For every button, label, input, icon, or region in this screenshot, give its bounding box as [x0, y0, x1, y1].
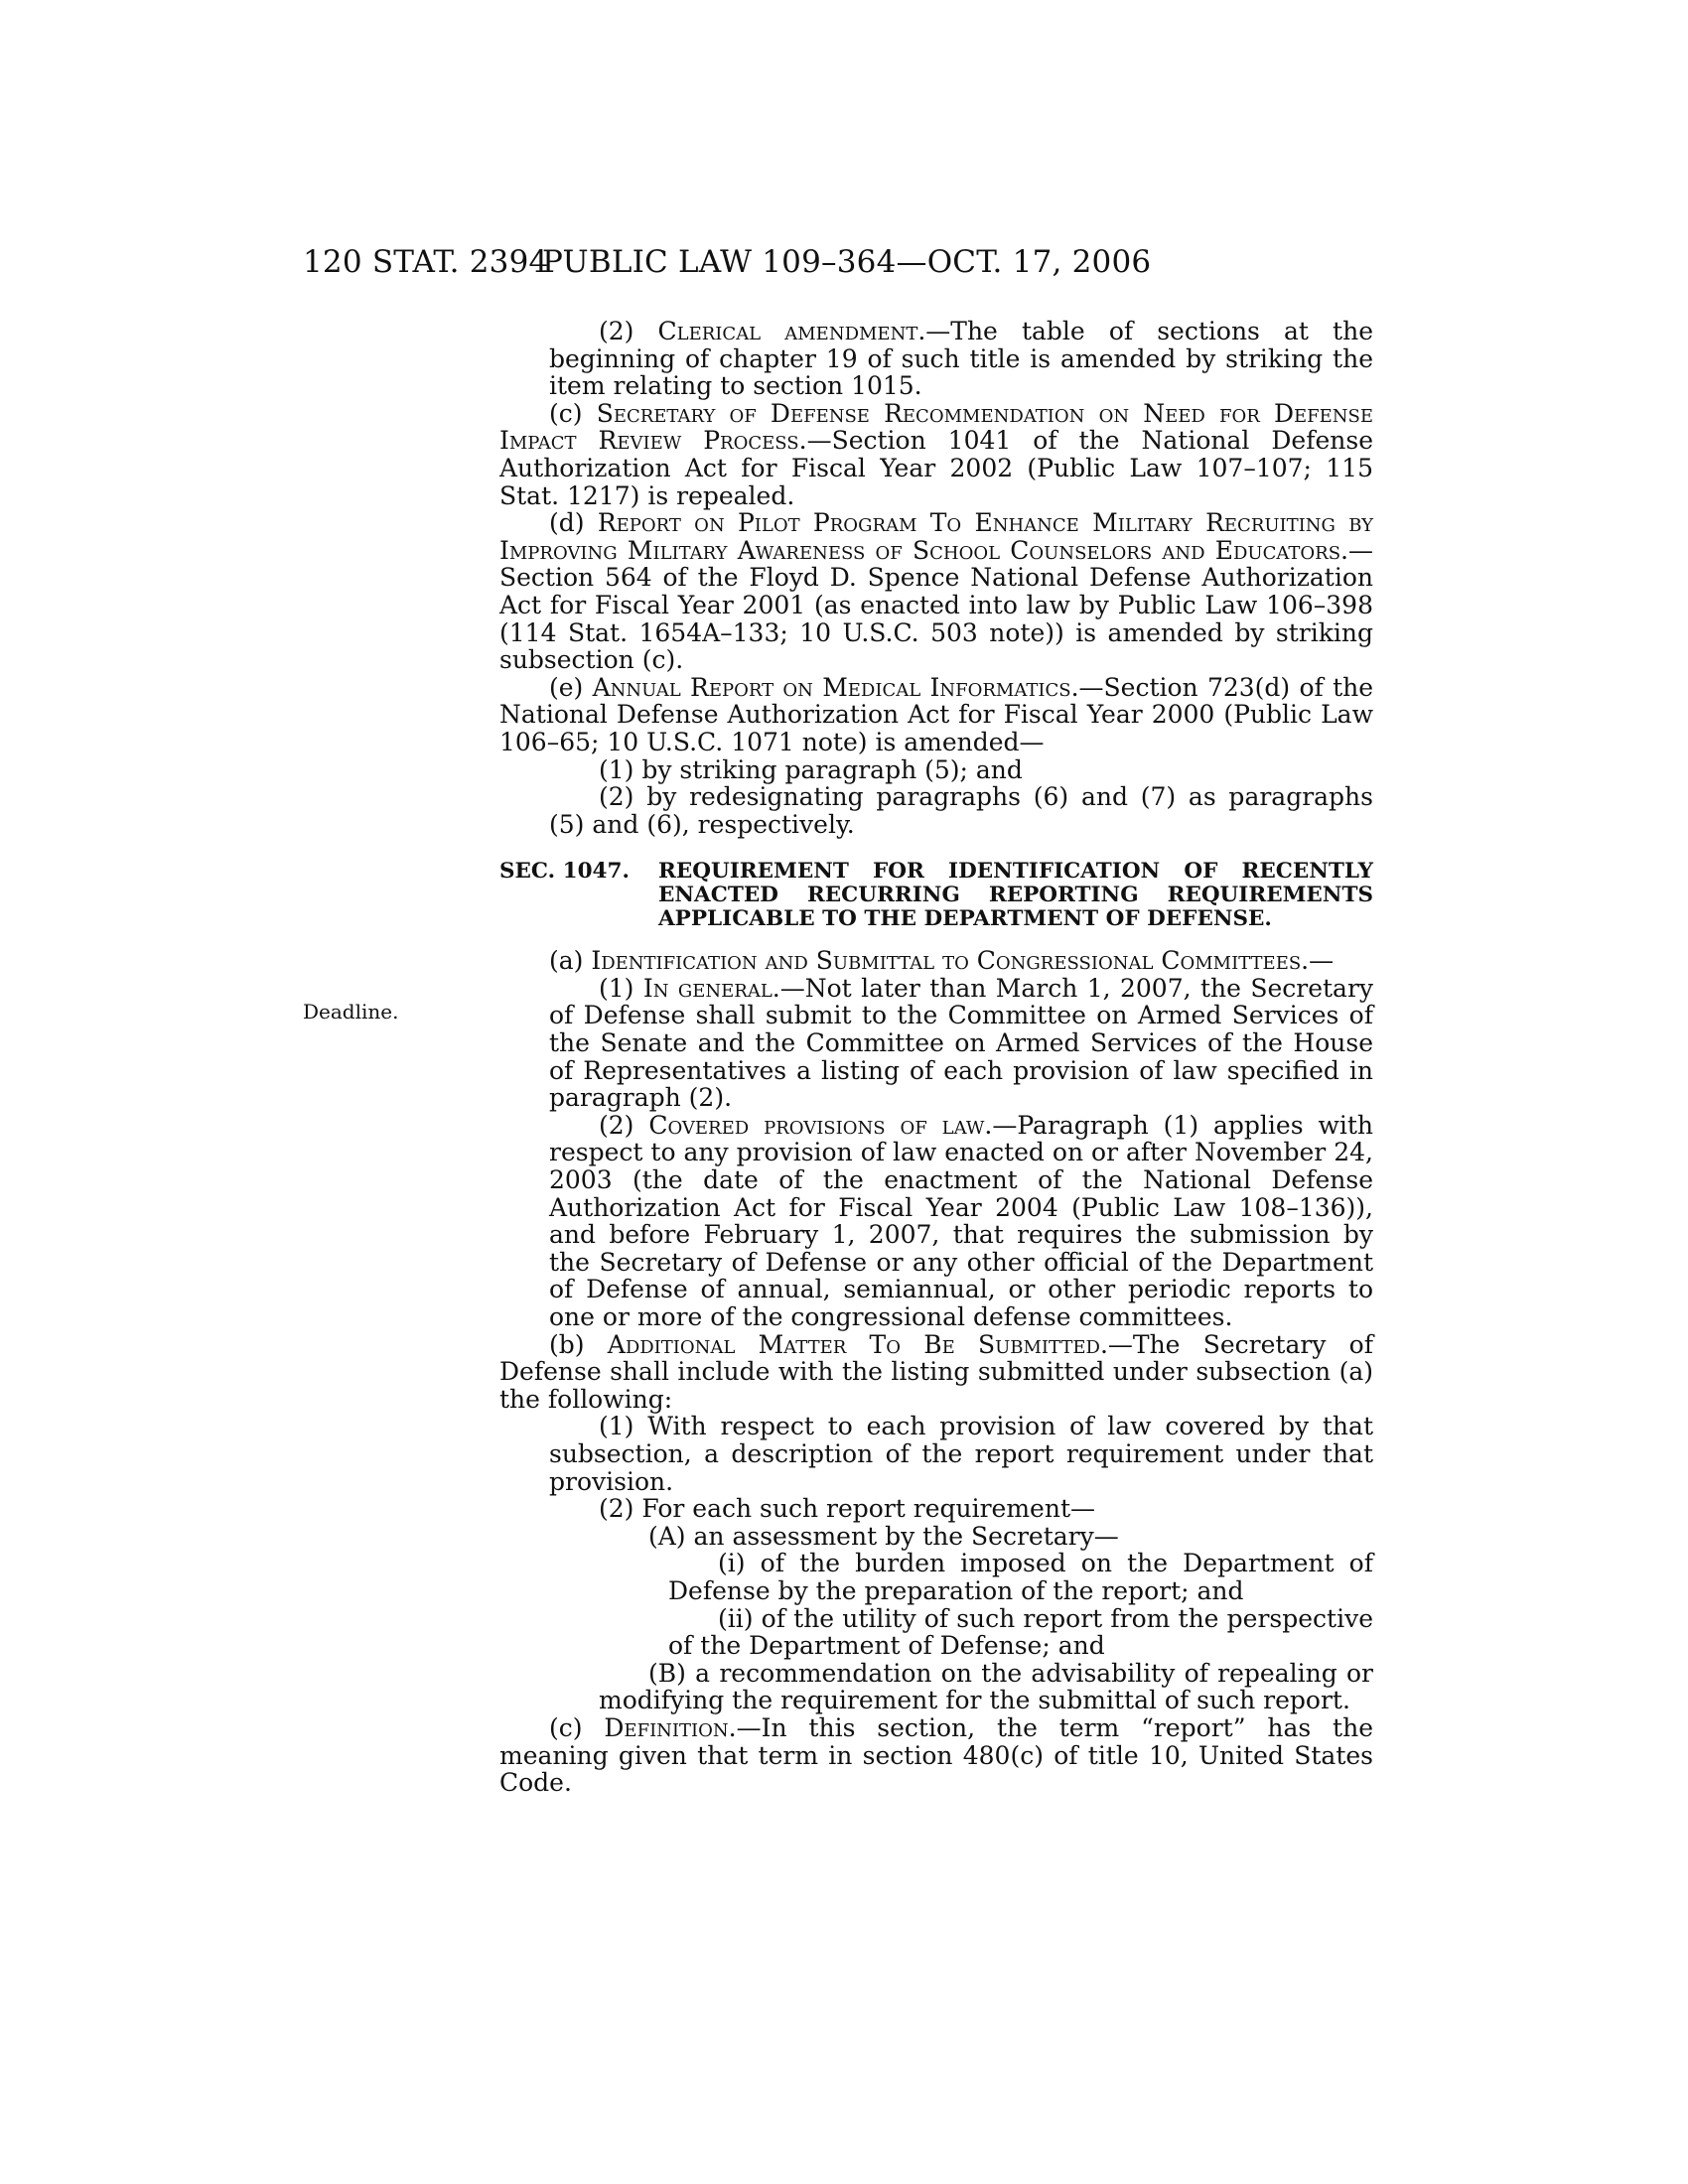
paragraph-1047-b-2-A-ii: (ii) of the utility of such report from the perspective of the Department of Defense; and [668, 1603, 1373, 1661]
paragraph-1047-b-2: (2) For each such report requirement— [599, 1494, 1095, 1524]
paragraph-e-2: (2) by redesignating paragraphs (6) and (7) as paragraphs (5) and (6), respectively. [549, 782, 1373, 839]
section-number: SEC. 1047. [499, 859, 630, 885]
paragraph-1047-b: (b) Additional Matter To Be Submitted.—The Secretary of Defense shall include with the listing submitted under subsection (a) the following: [499, 1329, 1373, 1414]
paragraph-1047-b-2-A-i: (i) of the burden imposed on the Department of Defense by the preparation of the report; and [668, 1549, 1373, 1605]
paragraph-clerical-amendment: (2) Clerical amendment.—The table of sections at the beginning of chapter 19 of such title is amended by striking the item relating to section 1015. [549, 317, 1373, 401]
paragraph-1047-c: (c) Definition.—In this section, the term “report” has the meaning given that term in section 480(c) of title 10, United States Code. [499, 1712, 1373, 1798]
body-text [499, 318, 1373, 1797]
running-header-title: PUBLIC LAW 109–364—OCT. 17, 2006 [542, 244, 1152, 280]
paragraph-1047-a: (a) Identification and Submittal to Congressional Committees.— [549, 946, 1335, 976]
paragraph-1047-b-2-A: (A) an assessment by the Secretary— [648, 1521, 1119, 1551]
paragraph-subsection-d: (d) Report on Pilot Program To Enhance Military Recruiting by Improving Military Awareness of School Counselors and Educators.—Section 564 of the Floyd D. Spence National Defense Authorization Act for Fiscal Year 2001 (as enacted into law by Public Law 106–398 (114 Stat. 1654A–133; 10 U.S.C. 503 note)) is amended by striking subsection (c). [499, 508, 1373, 675]
paragraph-1047-b-2-B: (B) a recommendation on the advisability of repealing or modifying the requirement for the submittal of such report. [599, 1658, 1373, 1715]
paragraph-1047-b-1: (1) With respect to each provision of law covered by that subsection, a description of the report requirement under that provision. [549, 1412, 1373, 1496]
paragraph-subsection-e: (e) Annual Report on Medical Informatics.—Section 723(d) of the National Defense Authorization Act for Fiscal Year 2000 (Public Law 106–65; 10 U.S.C. 1071 note) is amended— [499, 672, 1374, 756]
paragraph-subsection-c: (c) Secretary of Defense Recommendation on Need for Defense Impact Review Process.—Section 1041 of the National Defense Authorization Act for Fiscal Year 2002 (Public Law 107–107; 115 Stat. 1217) is repealed. [499, 398, 1373, 510]
stat-page-reference: 120 STAT. 2394 [303, 244, 549, 280]
section-title: REQUIREMENT FOR IDENTIFICATION OF RECENTLY ENACTED RECURRING REPORTING REQUIREMENTS APPLICABLE TO THE DEPARTMENT OF DEFENSE. [658, 859, 1373, 932]
paragraph-e-1: (1) by striking paragraph (5); and [599, 754, 1023, 784]
margin-note-deadline: Deadline. [303, 1000, 399, 1024]
paragraph-1047-a-2: (2) Covered provisions of law.—Paragraph (1) applies with respect to any provision of law enacted on or after November 24, 2003 (the date of the enactment of the National Defense Authorization Act for Fiscal Year 2004 (Public Law 108–136)), and before February 1, 2007, that requires the submission by the Secretary of Defense or any other official of the Department of Defense of annual, semiannual, or other periodic reports to one or more of the congressional defense committees. [549, 1110, 1374, 1331]
paragraph-1047-a-1: (1) In general.—Not later than March 1, 2007, the Secretary of Defense shall submit to the Committee on Armed Services of the Senate and the Committee on Armed Services of the House of Representatives a listing of each provision of law specified in paragraph (2). [549, 973, 1374, 1113]
section-heading [499, 860, 1373, 931]
